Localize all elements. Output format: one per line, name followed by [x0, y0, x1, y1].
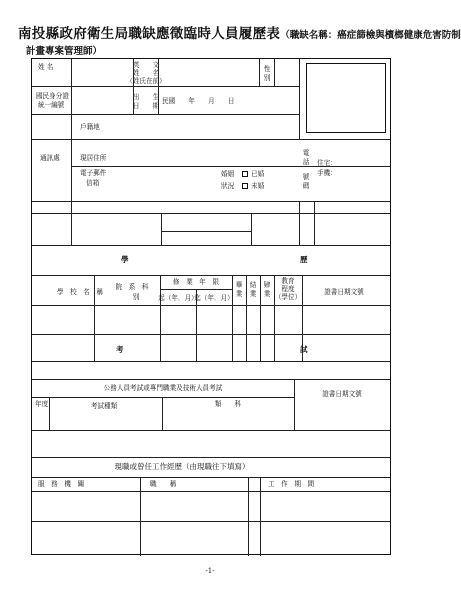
exam-type-header: 考試種類 — [90, 402, 118, 410]
married-option: 已婚 — [251, 170, 265, 178]
department-header: 別 — [132, 293, 140, 301]
col-divider — [161, 213, 162, 245]
row-divider — [32, 213, 390, 214]
birth-date-format: 民國 年 月 日 — [162, 97, 235, 105]
period-to-header: 迄（年．月） — [194, 294, 234, 302]
dropout-header: 業 — [263, 290, 271, 298]
form-title-note-continued: 計畫專案管理師） — [26, 46, 103, 57]
resume-form — [31, 58, 391, 555]
id-label: 國民身分證 — [36, 92, 69, 100]
row-divider — [32, 334, 390, 335]
col-divider — [294, 379, 295, 430]
education-section-right: 歷 — [300, 255, 308, 264]
row-divider — [32, 477, 390, 478]
row-divider — [32, 521, 390, 522]
col-divider — [299, 201, 300, 245]
col-divider — [274, 275, 275, 361]
english-name-note: （姓氏在前） — [126, 77, 166, 85]
period-from-header: 起（年．月） — [158, 294, 198, 302]
col-divider — [314, 201, 315, 245]
phone-label: 話 — [302, 158, 310, 166]
id-label: 統一編號 — [38, 101, 65, 109]
gender-label: 別 — [263, 74, 271, 82]
form-title — [18, 22, 461, 42]
row-divider — [32, 430, 390, 431]
household-label: 戶籍地 — [80, 123, 100, 131]
form-title-note: （職缺名稱：癌症篩檢與檳榔健康危害防制 — [280, 30, 461, 41]
col-divider — [49, 397, 50, 430]
english-name-label: 姓 名 — [132, 69, 160, 77]
exam-section-right: 試 — [300, 345, 308, 354]
contact-section-label: 通訊處 — [40, 154, 60, 162]
degree-header: （學位） — [274, 293, 302, 301]
study-period-header: 修 業 年 限 — [172, 278, 220, 286]
col-divider — [251, 213, 252, 245]
exam-category-header: 類 科 — [214, 400, 242, 408]
phone-label: 電 — [302, 149, 310, 157]
row-divider — [32, 275, 390, 276]
col-divider — [259, 59, 260, 86]
work-period-header: 工 作 期 間 — [268, 480, 315, 488]
row-divider — [32, 457, 390, 458]
col-divider — [160, 275, 161, 361]
single-option: 未婚 — [251, 182, 265, 190]
exam-section-left: 考 — [116, 345, 124, 354]
page-number: -1- — [205, 567, 215, 575]
form-title-main: 南投縣政府衛生局職缺應徵臨時人員履歷表 — [18, 26, 281, 42]
col-divider — [260, 477, 261, 556]
exam-cert-header: 證書日期文號 — [322, 390, 362, 398]
col-divider — [246, 275, 247, 361]
row-divider — [32, 361, 390, 362]
row-divider — [32, 305, 390, 306]
education-cert-header: 證書日期文號 — [324, 288, 364, 296]
incomplete-header: 業 — [249, 290, 257, 298]
phone-label: 碼 — [302, 182, 310, 190]
work-org-header: 服 務 機 關 — [38, 480, 85, 488]
mobile-phone-label: 手機： — [317, 169, 337, 177]
department-header: 院 系 科 — [115, 283, 149, 291]
marital-label: 婚姻 — [221, 170, 235, 178]
row-divider — [160, 289, 232, 290]
col-divider — [140, 477, 141, 556]
row-divider — [71, 166, 390, 167]
row-divider — [32, 201, 390, 202]
single-checkbox[interactable] — [242, 183, 248, 189]
gender-label: 性 — [263, 65, 271, 73]
col-divider — [274, 59, 275, 86]
col-divider — [299, 59, 300, 139]
row-divider — [32, 379, 390, 380]
dropout-header: 肄 — [263, 281, 271, 289]
home-phone-label: 住宅： — [317, 159, 337, 167]
birth-label: 日 期 — [132, 102, 160, 110]
col-divider — [71, 114, 72, 245]
marital-label: 狀況 — [221, 182, 235, 190]
row-divider — [32, 397, 294, 398]
name-label: 姓 名 — [38, 63, 54, 71]
birth-label: 出 生 — [132, 93, 160, 101]
residence-label: 現居住所 — [80, 154, 107, 162]
col-divider — [232, 275, 233, 361]
row-divider — [32, 491, 390, 492]
education-section-left: 學 — [121, 255, 129, 264]
exam-subheader: 公務人員考試或專門職業及技術人員考試 — [103, 384, 223, 392]
married-checkbox[interactable] — [242, 171, 248, 177]
school-name-header: 學 校 名 稱 — [56, 288, 104, 296]
work-section-title: 現職或曾任工作經歷（由現職往下填寫） — [114, 462, 250, 471]
work-title-header: 職 稱 — [150, 480, 177, 488]
photo-box — [306, 63, 386, 133]
col-divider — [71, 59, 72, 114]
row-divider — [161, 231, 251, 232]
row-divider — [32, 86, 299, 87]
row-divider — [32, 139, 390, 140]
row-divider — [32, 245, 390, 246]
col-divider — [260, 275, 261, 361]
incomplete-header: 結 — [249, 281, 257, 289]
phone-label: 號 — [302, 173, 310, 181]
degree-header: 程度 — [281, 285, 295, 293]
english-name-label: 英 文 — [132, 61, 160, 69]
email-label: 電子郵件 — [80, 169, 107, 177]
row-divider — [32, 114, 299, 115]
col-divider — [248, 477, 249, 556]
degree-header: 教育 — [281, 277, 295, 285]
graduated-header: 畢 — [235, 281, 243, 289]
exam-year-header: 年度 — [35, 400, 49, 408]
col-divider — [162, 397, 163, 430]
graduated-header: 業 — [235, 290, 243, 298]
email-label: 信箱 — [86, 179, 100, 187]
